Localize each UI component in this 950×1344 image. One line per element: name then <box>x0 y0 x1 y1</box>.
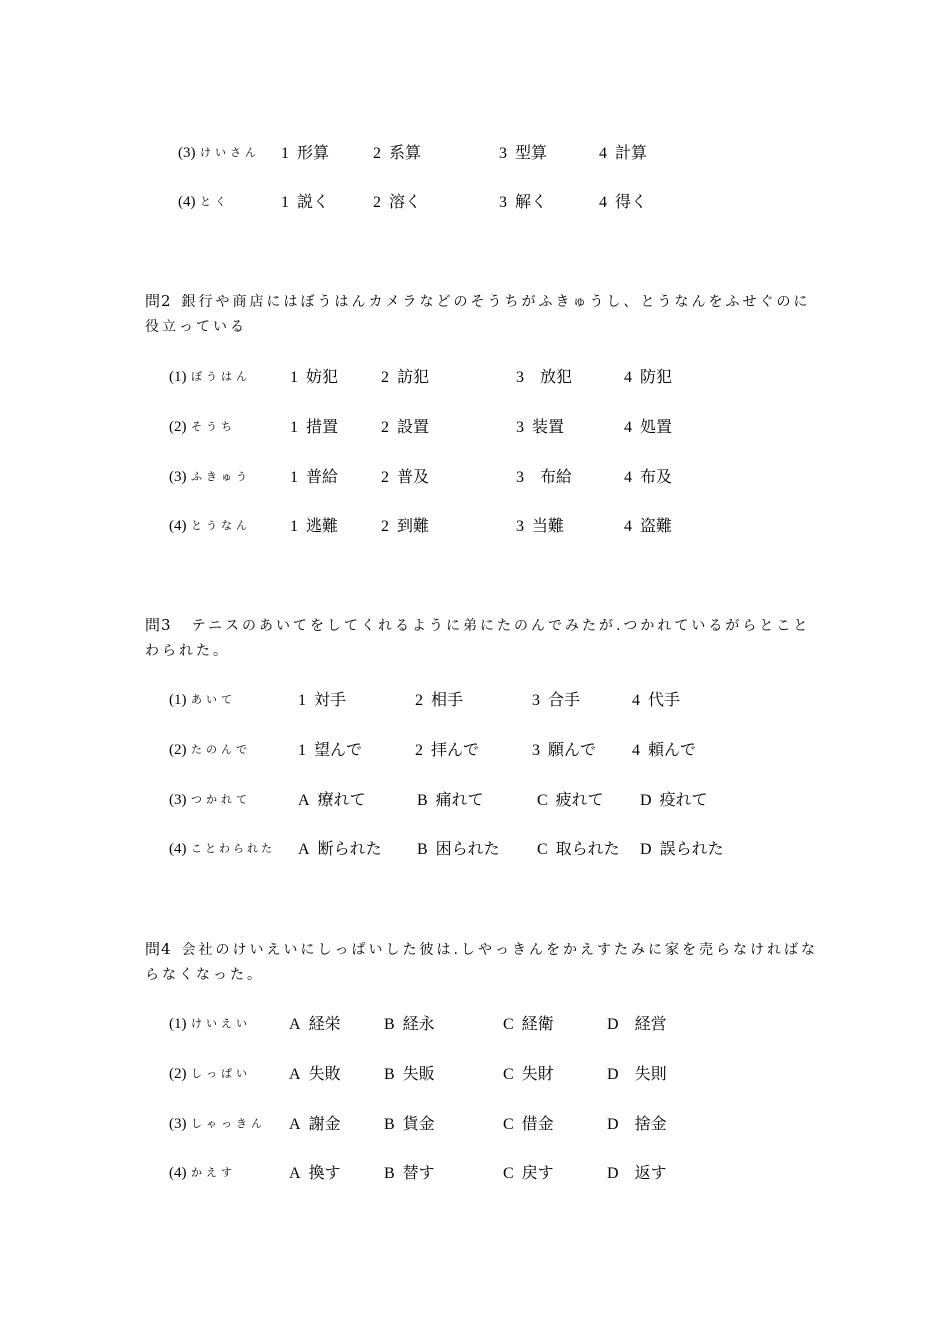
option-2: 2 溶く <box>373 192 422 211</box>
option-3: 3 型算 <box>499 143 548 162</box>
item-number: (3) <box>178 145 196 161</box>
option-4: D 誤られた <box>640 839 724 858</box>
item-reading: たのんで <box>191 743 251 756</box>
q2-item-4 <box>0 514 950 538</box>
option-c: C 借金 <box>503 1114 554 1133</box>
item-reading: けいえい <box>191 1017 251 1030</box>
option-3: 3 願んで <box>532 740 597 759</box>
option-c: C 経衛 <box>503 1014 554 1033</box>
option-3: 3 放犯 <box>516 367 573 386</box>
item-reading: ことわられた <box>191 842 275 855</box>
q4-item-2 <box>0 1062 950 1086</box>
option-b: B 失販 <box>384 1064 435 1083</box>
q4-item-1 <box>0 1012 950 1036</box>
option-4: 4 代手 <box>632 690 681 709</box>
item-number: (3) <box>169 1116 187 1132</box>
option-c: C 戻す <box>503 1163 554 1182</box>
option-2: 2 訪犯 <box>381 367 430 386</box>
option-d: D 捨金 <box>607 1114 667 1133</box>
option-1: 1 形算 <box>281 143 330 162</box>
item-number: (2) <box>169 742 187 758</box>
option-3: C 疲れて <box>537 790 604 809</box>
item-reading: ふきゅう <box>191 470 251 483</box>
option-a: A 換す <box>289 1163 341 1182</box>
question-4-text <box>145 937 825 988</box>
item-number: (4) <box>178 194 196 210</box>
option-2: 2 普及 <box>381 467 430 486</box>
q4-item-4 <box>0 1161 950 1185</box>
option-4: 4 布及 <box>624 467 673 486</box>
option-4: 4 得く <box>599 192 648 211</box>
option-3: 3 合手 <box>532 690 581 709</box>
question-body: テニスのあいてをしてくれるように弟にたのんでみたが.つかれているがらとことわられた。 <box>145 618 811 659</box>
question-3-text <box>145 613 825 664</box>
option-d: D 返す <box>607 1163 667 1182</box>
q3-item-4 <box>0 837 950 861</box>
item-number: (4) <box>169 518 187 534</box>
option-2: B 困られた <box>417 839 500 858</box>
item-reading: ぼうはん <box>191 370 251 383</box>
q2-item-2 <box>0 415 950 439</box>
option-1: 1 望んで <box>298 740 363 759</box>
s1-item-3 <box>0 141 950 165</box>
option-2: 2 相手 <box>415 690 464 709</box>
option-1: 1 説く <box>281 192 330 211</box>
item-number: (3) <box>169 792 187 808</box>
option-4: 4 頼んで <box>632 740 697 759</box>
item-number: (1) <box>169 1016 187 1032</box>
option-b: B 貨金 <box>384 1114 435 1133</box>
item-reading: そうち <box>191 420 236 433</box>
option-1: 1 普給 <box>290 467 339 486</box>
q2-item-1 <box>0 365 950 389</box>
question-body: 銀行や商店にはぼうはんカメラなどのそうちがふきゅうし、とうなんをふせぐのに役立っている <box>145 294 811 335</box>
item-reading: あいて <box>191 693 236 706</box>
option-4: 4 防犯 <box>624 367 673 386</box>
option-a: A 失敗 <box>289 1064 341 1083</box>
item-number: (1) <box>169 692 187 708</box>
q3-item-1 <box>0 688 950 712</box>
option-1: A 療れて <box>298 790 366 809</box>
item-reading: しゃっきん <box>191 1117 266 1130</box>
option-2: B 痛れて <box>417 790 484 809</box>
option-2: 2 到難 <box>381 516 430 535</box>
option-2: 2 拝んで <box>415 740 480 759</box>
item-number: (4) <box>169 841 187 857</box>
option-a: A 謝金 <box>289 1114 341 1133</box>
q2-item-3 <box>0 465 950 489</box>
option-1: 1 措置 <box>290 417 339 436</box>
item-reading: つかれて <box>191 793 251 806</box>
option-4: 4 盗難 <box>624 516 673 535</box>
option-b: B 替す <box>384 1163 435 1182</box>
option-3: 3 当難 <box>516 516 565 535</box>
option-a: A 経栄 <box>289 1014 341 1033</box>
option-3: C 取られた <box>537 839 620 858</box>
item-reading: しっぱい <box>191 1067 251 1080</box>
option-b: B 経永 <box>384 1014 435 1033</box>
option-d: D 失則 <box>607 1064 667 1083</box>
item-number: (2) <box>169 419 187 435</box>
item-reading: とうなん <box>191 519 251 532</box>
option-d: D 経営 <box>607 1014 667 1033</box>
option-3: 3 布給 <box>516 467 573 486</box>
item-reading: かえす <box>191 1166 236 1179</box>
question-label: 問2 <box>145 292 172 310</box>
option-4: 4 計算 <box>599 143 648 162</box>
option-c: C 失財 <box>503 1064 554 1083</box>
option-1: A 断られた <box>298 839 382 858</box>
item-reading: とく <box>200 195 230 208</box>
item-number: (1) <box>169 369 187 385</box>
option-1: 1 妨犯 <box>290 367 339 386</box>
question-label: 問4 <box>145 940 172 958</box>
q3-item-3 <box>0 788 950 812</box>
option-2: 2 設置 <box>381 417 430 436</box>
option-1: 1 対手 <box>298 690 347 709</box>
item-number: (3) <box>169 469 187 485</box>
option-2: 2 系算 <box>373 143 422 162</box>
option-3: 3 装置 <box>516 417 565 436</box>
s1-item-4 <box>0 190 950 214</box>
item-reading: けいさん <box>200 146 260 159</box>
question-body: 会社のけいえいにしっぱいした彼は.しやっきんをかえすたみに家を売らなければならなくなった。 <box>145 942 818 983</box>
option-4: 4 処置 <box>624 417 673 436</box>
option-1: 1 逃難 <box>290 516 339 535</box>
item-number: (4) <box>169 1165 187 1181</box>
option-4: D 疫れて <box>640 790 708 809</box>
question-2-text <box>145 289 825 340</box>
q3-item-2 <box>0 738 950 762</box>
question-label: 問3 <box>145 616 172 634</box>
q4-item-3 <box>0 1112 950 1136</box>
option-3: 3 解く <box>499 192 548 211</box>
item-number: (2) <box>169 1066 187 1082</box>
